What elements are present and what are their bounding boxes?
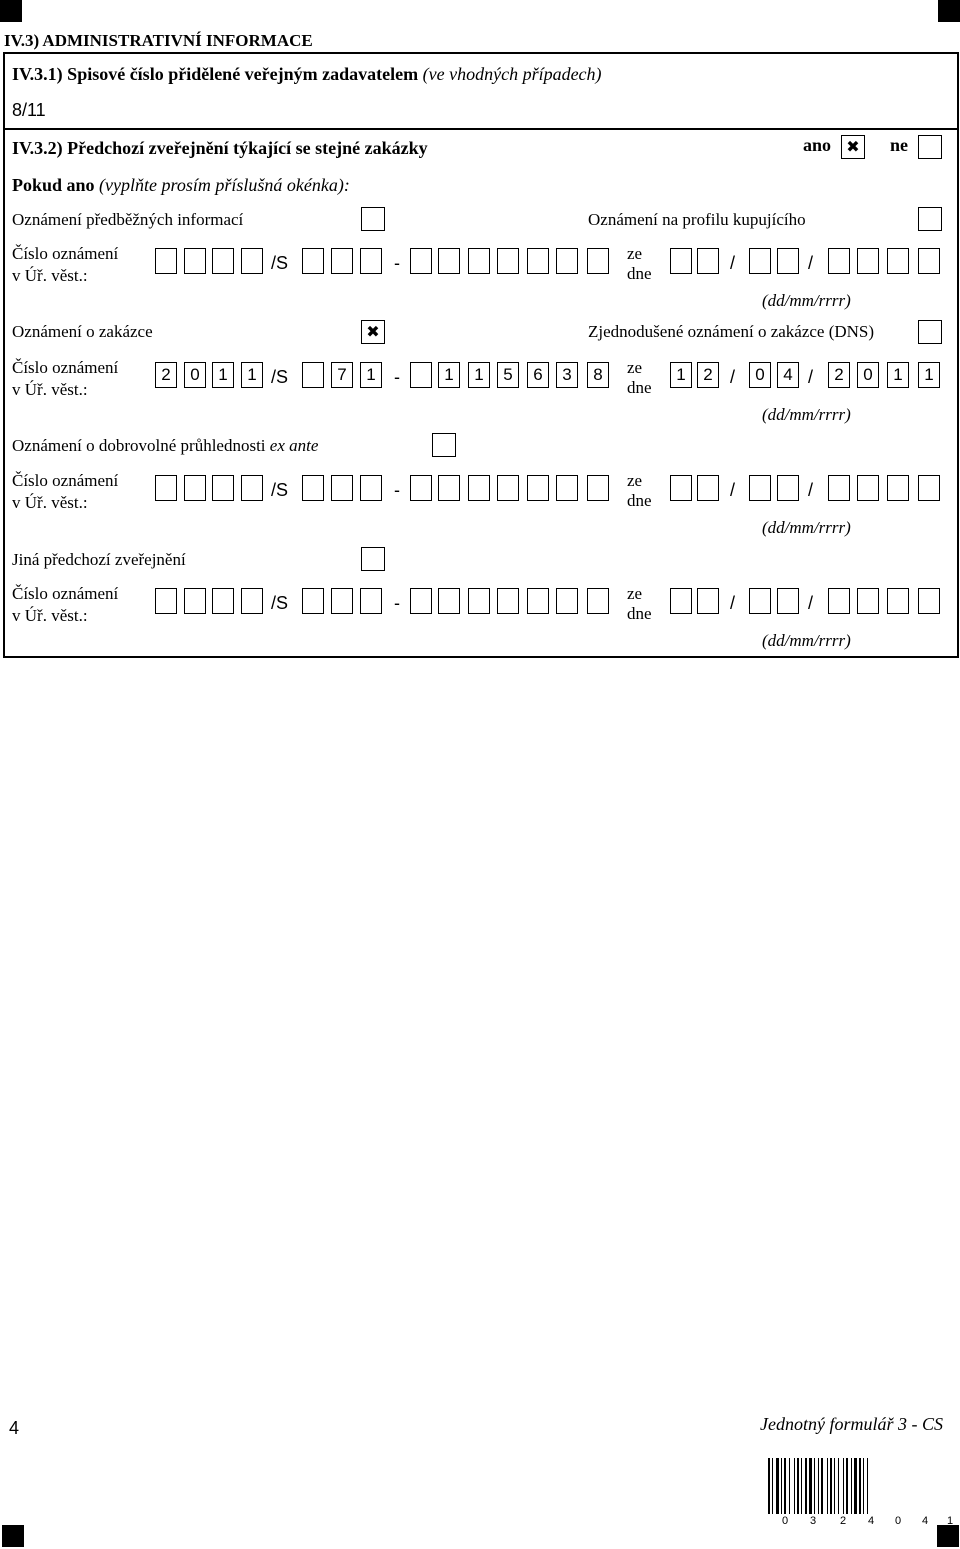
notice-number-label: Číslo oznámení xyxy=(12,358,119,377)
notice-year-box[interactable]: 1 xyxy=(241,362,263,388)
notice-number-box[interactable] xyxy=(587,588,609,614)
barcode-bar xyxy=(818,1458,819,1514)
date-separator: / xyxy=(808,367,814,387)
other-publication-label: Jiná předchozí zveřejnění xyxy=(12,550,186,569)
notice-number-box[interactable] xyxy=(410,588,432,614)
notice-number-box[interactable]: 1 xyxy=(468,362,490,388)
barcode-bar xyxy=(814,1458,815,1514)
barcode-digit: 2 xyxy=(840,1515,847,1527)
barcode-bar xyxy=(846,1458,848,1514)
dash-separator: - xyxy=(394,593,400,613)
frame-top xyxy=(3,52,959,54)
date-day-box[interactable] xyxy=(697,248,719,274)
contract-notice-checkbox[interactable]: ✖ xyxy=(361,320,385,344)
voluntary-transparency-text: Oznámení o dobrovolné průhlednosti xyxy=(12,436,266,455)
date-year-box[interactable] xyxy=(857,475,879,501)
barcode-digit: 0 xyxy=(895,1515,902,1527)
notice-number-box[interactable] xyxy=(497,475,519,501)
notice-year-box[interactable]: 2 xyxy=(155,362,177,388)
notice-year-box[interactable]: 0 xyxy=(184,362,206,388)
simplified-notice-label: Zjednodušené oznámení o zakázce (DNS) xyxy=(588,322,875,341)
date-day-box[interactable] xyxy=(670,475,692,501)
notice-series-box[interactable]: 7 xyxy=(331,362,353,388)
notice-number-box[interactable] xyxy=(438,248,460,274)
prior-information-label: Oznámení předběžných informací xyxy=(12,210,244,229)
date-year-box[interactable]: 1 xyxy=(918,362,940,388)
notice-year-box[interactable] xyxy=(155,588,177,614)
date-format-hint: (dd/mm/rrrr) xyxy=(762,405,851,424)
barcode-bar xyxy=(843,1458,844,1514)
barcode-bar xyxy=(830,1458,832,1514)
file-reference-title: IV.3.1) Spisové číslo přidělené veřejným zadavatelem xyxy=(12,64,419,84)
date-month-box[interactable]: 0 xyxy=(749,362,771,388)
notice-year-box[interactable] xyxy=(184,588,206,614)
date-year-box[interactable] xyxy=(918,588,940,614)
notice-number-box[interactable] xyxy=(497,248,519,274)
date-year-box[interactable] xyxy=(828,475,850,501)
date-month-box[interactable] xyxy=(777,588,799,614)
barcode-digit: 4 xyxy=(868,1515,875,1527)
barcode-bar xyxy=(805,1458,807,1514)
barcode-bar xyxy=(797,1458,799,1514)
notice-number-box[interactable]: 3 xyxy=(556,362,578,388)
barcode-bar xyxy=(851,1458,852,1514)
barcode-bar xyxy=(854,1458,857,1514)
notice-number-box[interactable] xyxy=(438,475,460,501)
barcode-bar xyxy=(789,1458,790,1514)
notice-year-box[interactable] xyxy=(212,248,234,274)
dash-separator: - xyxy=(394,367,400,387)
date-separator: / xyxy=(730,593,736,613)
notice-number-label: Číslo oznámení xyxy=(12,244,119,263)
date-day-box[interactable] xyxy=(670,588,692,614)
dash-separator: - xyxy=(394,480,400,500)
date-year-box[interactable] xyxy=(887,588,909,614)
notice-number-box[interactable] xyxy=(410,362,432,388)
notice-number-box[interactable]: 5 xyxy=(497,362,519,388)
notice-series-box[interactable] xyxy=(360,248,382,274)
notice-series-box[interactable] xyxy=(302,248,324,274)
date-year-box[interactable] xyxy=(887,248,909,274)
file-reference-heading xyxy=(12,63,602,85)
date-label: dne xyxy=(627,378,652,397)
barcode-digit: 3 xyxy=(810,1515,817,1527)
notice-year-box[interactable] xyxy=(241,248,263,274)
notice-series-box[interactable] xyxy=(302,475,324,501)
barcode-bar xyxy=(867,1458,868,1514)
notice-series-box[interactable] xyxy=(331,475,353,501)
no-checkbox[interactable] xyxy=(918,135,942,159)
date-day-box[interactable] xyxy=(697,475,719,501)
date-day-box[interactable] xyxy=(670,248,692,274)
voluntary-transparency-label xyxy=(12,435,318,457)
barcode-bar xyxy=(809,1458,812,1514)
notice-number-label: Číslo oznámení xyxy=(12,584,119,603)
barcode xyxy=(768,1458,958,1514)
barcode-bar xyxy=(794,1458,795,1514)
if-yes-instruction xyxy=(12,174,350,196)
contract-notice-label: Oznámení o zakázce xyxy=(12,322,153,341)
notice-number-box[interactable] xyxy=(527,475,549,501)
date-year-box[interactable] xyxy=(828,248,850,274)
date-format-hint: (dd/mm/rrrr) xyxy=(762,518,851,537)
date-label: ze xyxy=(627,244,643,263)
date-month-box[interactable]: 4 xyxy=(777,362,799,388)
date-month-box[interactable] xyxy=(749,588,771,614)
date-year-box[interactable]: 0 xyxy=(857,362,879,388)
if-yes-label: Pokud ano xyxy=(12,175,95,195)
series-separator: /S xyxy=(271,593,289,613)
date-separator: / xyxy=(808,253,814,273)
notice-year-box[interactable] xyxy=(212,588,234,614)
date-year-box[interactable]: 1 xyxy=(887,362,909,388)
registration-mark xyxy=(938,0,960,22)
date-label: ze xyxy=(627,471,643,490)
registration-mark xyxy=(2,1525,24,1547)
notice-year-box[interactable] xyxy=(155,475,177,501)
notice-number-box[interactable] xyxy=(497,588,519,614)
date-day-box[interactable]: 1 xyxy=(670,362,692,388)
page-number: 4 xyxy=(9,1418,20,1438)
section-divider xyxy=(3,128,959,130)
date-format-hint: (dd/mm/rrrr) xyxy=(762,631,851,650)
if-yes-note: (vyplňte prosím příslušná okénka): xyxy=(99,175,350,195)
notice-number-box[interactable] xyxy=(556,588,578,614)
date-label: ze xyxy=(627,584,643,603)
barcode-bar xyxy=(838,1458,839,1514)
notice-year-box[interactable] xyxy=(184,475,206,501)
other-publication-checkbox[interactable] xyxy=(361,547,385,571)
notice-number-box[interactable] xyxy=(468,248,490,274)
dash-separator: - xyxy=(394,253,400,273)
date-label: dne xyxy=(627,264,652,283)
barcode-digits xyxy=(768,1515,958,1529)
notice-year-box[interactable] xyxy=(241,588,263,614)
series-separator: /S xyxy=(271,367,289,387)
date-month-box[interactable] xyxy=(749,248,771,274)
notice-number-box[interactable] xyxy=(527,588,549,614)
barcode-digit: 1 xyxy=(947,1515,954,1527)
date-separator: / xyxy=(808,480,814,500)
notice-series-box[interactable] xyxy=(360,475,382,501)
frame-bottom xyxy=(3,656,959,658)
date-month-box[interactable] xyxy=(777,248,799,274)
date-format-hint: (dd/mm/rrrr) xyxy=(762,291,851,310)
notice-number-box[interactable] xyxy=(556,248,578,274)
notice-series-box[interactable] xyxy=(302,588,324,614)
date-year-box[interactable] xyxy=(887,475,909,501)
file-reference-value[interactable]: 8/11 xyxy=(12,100,46,120)
notice-number-box[interactable]: 6 xyxy=(527,362,549,388)
notice-year-box[interactable] xyxy=(155,248,177,274)
barcode-digit: 4 xyxy=(922,1515,929,1527)
ex-ante-text: ex ante xyxy=(269,436,319,455)
barcode-bar xyxy=(784,1458,786,1514)
notice-year-box[interactable] xyxy=(212,475,234,501)
barcode-bar xyxy=(834,1458,835,1514)
date-separator: / xyxy=(730,480,736,500)
notice-number-label: v Úř. věst.: xyxy=(12,266,88,285)
notice-number-box[interactable] xyxy=(410,248,432,274)
no-label: ne xyxy=(890,135,908,155)
date-separator: / xyxy=(730,253,736,273)
notice-series-box[interactable] xyxy=(331,248,353,274)
date-separator: / xyxy=(730,367,736,387)
previous-publication-heading: IV.3.2) Předchozí zveřejnění týkající se stejné zakázky xyxy=(12,138,428,158)
notice-number-label: v Úř. věst.: xyxy=(12,606,88,625)
notice-series-box[interactable] xyxy=(331,588,353,614)
date-month-box[interactable] xyxy=(777,475,799,501)
notice-year-box[interactable]: 1 xyxy=(212,362,234,388)
form-name: Jednotný formulář 3 - CS xyxy=(760,1414,943,1434)
buyer-profile-checkbox[interactable] xyxy=(918,207,942,231)
barcode-digit: 0 xyxy=(782,1515,789,1527)
prior-information-checkbox[interactable] xyxy=(361,207,385,231)
notice-number-label: v Úř. věst.: xyxy=(12,380,88,399)
notice-number-box[interactable]: 1 xyxy=(438,362,460,388)
date-year-box[interactable] xyxy=(857,588,879,614)
notice-series-box[interactable]: 1 xyxy=(360,362,382,388)
notice-number-label: v Úř. věst.: xyxy=(12,493,88,512)
barcode-bar xyxy=(821,1458,823,1514)
yes-checkbox[interactable]: ✖ xyxy=(841,135,865,159)
barcode-bar xyxy=(776,1458,779,1514)
date-year-box[interactable] xyxy=(918,248,940,274)
registration-mark xyxy=(0,0,22,22)
simplified-notice-checkbox[interactable] xyxy=(918,320,942,344)
notice-number-label: Číslo oznámení xyxy=(12,471,119,490)
notice-number-box[interactable] xyxy=(587,248,609,274)
barcode-bar xyxy=(781,1458,782,1514)
frame-left xyxy=(3,52,5,658)
date-label: ze xyxy=(627,358,643,377)
section-title: IV.3) ADMINISTRATIVNÍ INFORMACE xyxy=(4,31,313,50)
barcode-bar xyxy=(768,1458,770,1514)
notice-year-box[interactable] xyxy=(241,475,263,501)
notice-series-box[interactable] xyxy=(360,588,382,614)
date-day-box[interactable] xyxy=(697,588,719,614)
frame-right xyxy=(957,52,959,658)
barcode-bar xyxy=(859,1458,861,1514)
barcode-bar xyxy=(772,1458,773,1514)
barcode-bar xyxy=(827,1458,828,1514)
series-separator: /S xyxy=(271,480,289,500)
notice-number-box[interactable] xyxy=(468,475,490,501)
barcode-bar xyxy=(863,1458,864,1514)
voluntary-transparency-checkbox[interactable] xyxy=(432,433,456,457)
notice-number-box[interactable] xyxy=(556,475,578,501)
notice-number-box[interactable] xyxy=(527,248,549,274)
file-reference-note: (ve vhodných případech) xyxy=(422,64,602,84)
date-label: dne xyxy=(627,604,652,623)
notice-series-box[interactable] xyxy=(302,362,324,388)
notice-number-box[interactable] xyxy=(438,588,460,614)
date-month-box[interactable] xyxy=(749,475,771,501)
notice-number-box[interactable] xyxy=(468,588,490,614)
barcode-bar xyxy=(801,1458,802,1514)
date-year-box[interactable] xyxy=(918,475,940,501)
notice-year-box[interactable] xyxy=(184,248,206,274)
notice-number-box[interactable] xyxy=(587,475,609,501)
date-year-box[interactable] xyxy=(828,588,850,614)
date-year-box[interactable] xyxy=(857,248,879,274)
date-day-box[interactable]: 2 xyxy=(697,362,719,388)
yes-label: ano xyxy=(803,135,832,155)
notice-number-box[interactable]: 8 xyxy=(587,362,609,388)
date-separator: / xyxy=(808,593,814,613)
date-label: dne xyxy=(627,491,652,510)
buyer-profile-label: Oznámení na profilu kupujícího xyxy=(588,210,806,229)
series-separator: /S xyxy=(271,253,289,273)
date-year-box[interactable]: 2 xyxy=(828,362,850,388)
notice-number-box[interactable] xyxy=(410,475,432,501)
